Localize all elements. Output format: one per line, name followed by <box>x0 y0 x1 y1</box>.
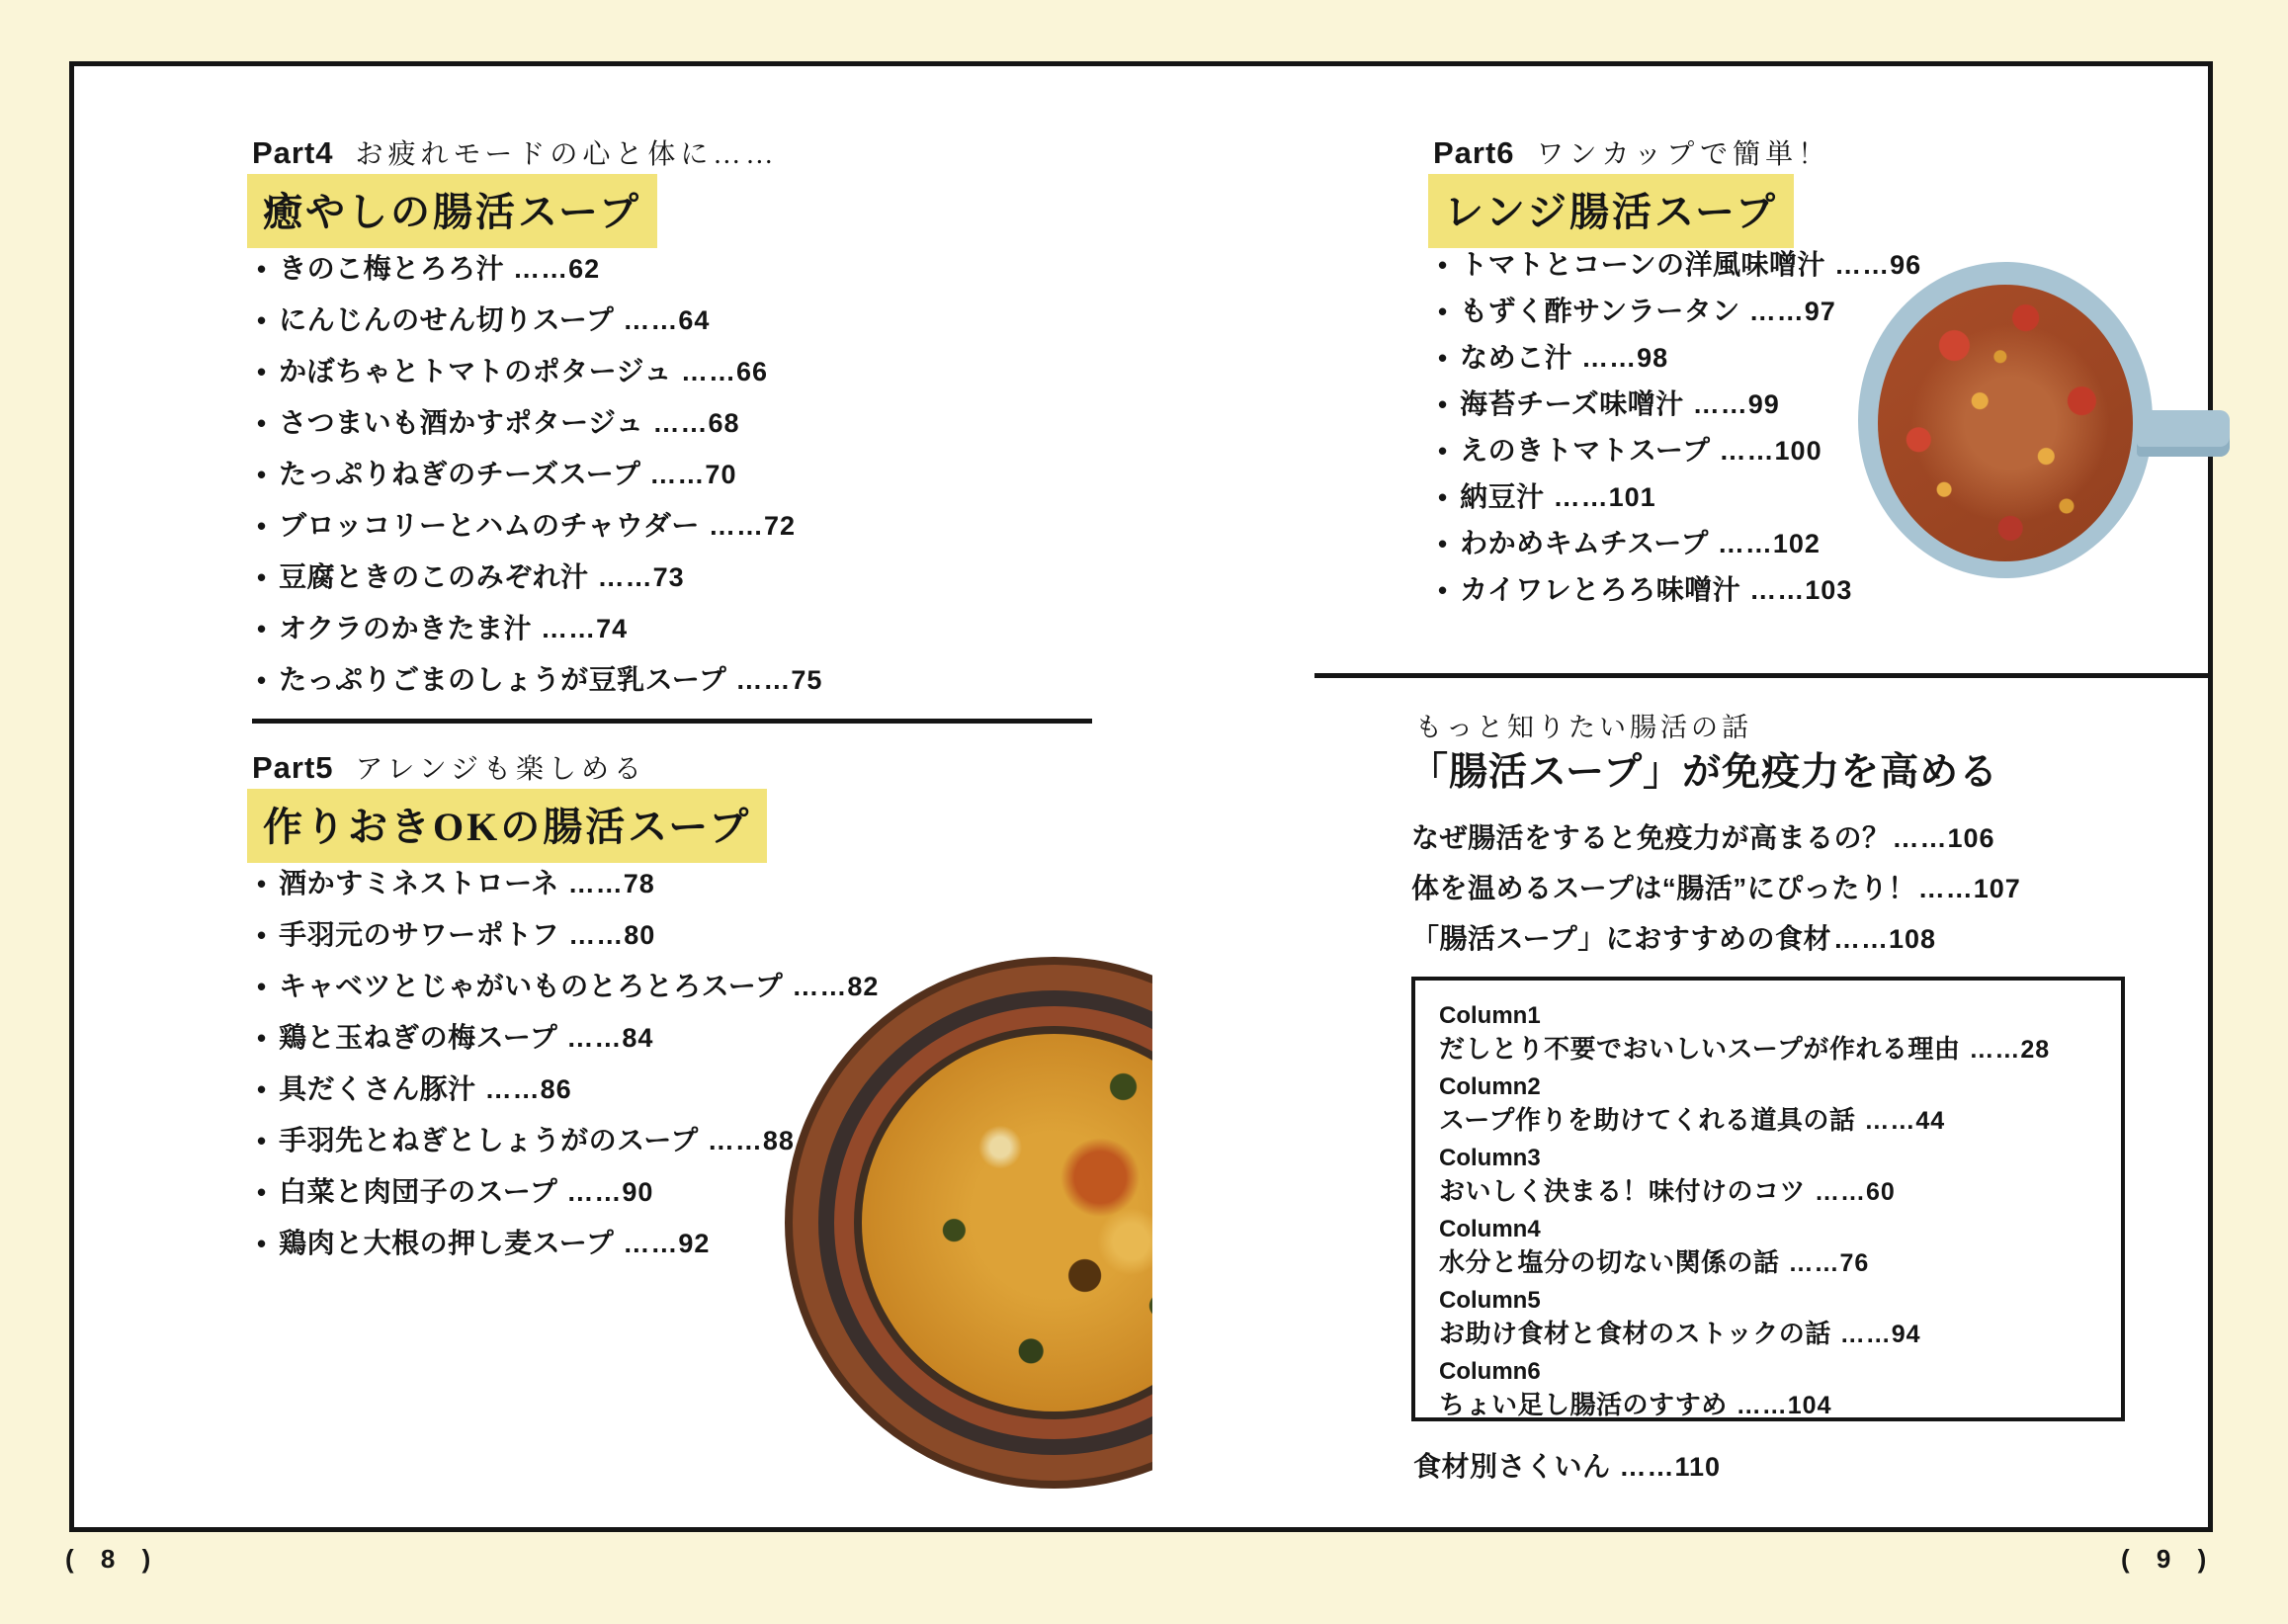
toc-item-label: たっぷりねぎのチーズスープ <box>279 459 641 489</box>
toc-item <box>257 449 822 500</box>
mug-contents <box>1878 285 2133 561</box>
toc-item-label: えのきトマトスープ <box>1460 435 1711 466</box>
column-entry-label: おいしく決まる！味付けのコツ <box>1439 1176 1807 1206</box>
toc-item <box>257 961 879 1012</box>
toc-item-label: 白菜と肉団子のスープ <box>279 1176 558 1207</box>
index-label: 食材別さくいん <box>1413 1451 1611 1482</box>
bullet-icon: • <box>1438 529 1448 558</box>
toc-item-label: カイワレとろろ味噌汁 <box>1460 574 1741 605</box>
part6-label: Part6 <box>1433 135 1515 170</box>
mug-rim <box>1858 262 2153 578</box>
toc-item-page: ……74 <box>541 614 629 643</box>
toc-item-label: 納豆汁 <box>1460 481 1545 512</box>
column-entry-page: ……76 <box>1788 1249 1870 1277</box>
column-entry <box>1439 1103 2111 1138</box>
bullet-icon: • <box>1438 297 1448 326</box>
toc-item <box>1438 427 1921 473</box>
bullet-icon: • <box>257 1229 267 1258</box>
toc-item-page: ……90 <box>566 1177 654 1207</box>
part6-subtitle: ワンカップで簡単！ <box>1536 139 1831 170</box>
column-entry <box>1439 1388 2111 1422</box>
part4-toc-list <box>257 243 822 706</box>
bullet-icon: • <box>257 357 267 386</box>
toc-item <box>1438 241 1921 288</box>
bullet-icon: • <box>257 869 267 898</box>
part5-title-text: 作りおきOKの腸活スープ <box>247 789 767 863</box>
toc-item-label: 豆腐ときのこのみぞれ汁 <box>279 561 589 592</box>
toc-item <box>1411 863 2021 913</box>
bullet-icon: • <box>257 562 267 592</box>
toc-item-page: ……99 <box>1692 389 1780 419</box>
column-entry-label: 水分と塩分の切ない関係の話 <box>1439 1247 1780 1277</box>
column-entry <box>1439 1174 2111 1209</box>
page-number-right: ( 9 ) <box>2121 1544 2209 1574</box>
toc-item-label: ブロッコリーとハムのチャウダー <box>279 510 700 541</box>
column-entry <box>1439 1032 2111 1067</box>
page-number-left: ( 8 ) <box>65 1544 153 1574</box>
toc-item-page: ……108 <box>1832 924 1937 954</box>
part4-label: Part4 <box>252 135 334 170</box>
right-section-divider <box>1314 673 2213 678</box>
part4-title <box>247 174 657 248</box>
index-page: ……110 <box>1619 1452 1722 1482</box>
toc-item-page: ……88 <box>707 1126 795 1155</box>
toc-item <box>1411 913 2021 964</box>
column-entry-page: ……104 <box>1736 1392 1832 1419</box>
part4-heading <box>252 132 778 172</box>
toc-item-label: なめこ汁 <box>1460 342 1573 373</box>
toc-item-page: ……102 <box>1717 529 1821 558</box>
toc-item-page: ……73 <box>597 562 685 592</box>
part5-heading <box>252 747 646 787</box>
bullet-icon: • <box>257 1023 267 1053</box>
column-name: Column2 <box>1439 1073 1541 1100</box>
toc-item <box>257 603 822 654</box>
toc-item-page: ……101 <box>1553 482 1656 512</box>
toc-item-label: さつまいも酒かすポタージュ <box>279 407 644 438</box>
column-index-box <box>1411 977 2125 1421</box>
bullet-icon: • <box>257 254 267 284</box>
toc-item-label: にんじんのせん切りスープ <box>279 304 615 335</box>
toc-item-page: ……84 <box>566 1023 654 1053</box>
column-entry-label: ちょい足し腸活のすすめ <box>1439 1390 1728 1419</box>
toc-item-label: 酒かすミネストローネ <box>279 868 559 898</box>
toc-item-label: わかめキムチスープ <box>1460 528 1709 558</box>
toc-item <box>1438 566 1921 613</box>
part6-title <box>1428 174 1794 248</box>
part5-toc-list <box>257 858 879 1269</box>
toc-item-label: たっぷりごまのしょうが豆乳スープ <box>279 664 727 695</box>
column-entry-label: スープ作りを助けてくれる道具の話 <box>1439 1105 1856 1135</box>
toc-item <box>257 1012 879 1064</box>
toc-item-page: ……68 <box>652 408 740 438</box>
column-entry-page: ……44 <box>1864 1107 1946 1135</box>
toc-item <box>257 654 822 706</box>
column-entry <box>1439 1245 2111 1280</box>
bullet-icon: • <box>257 920 267 950</box>
toc-item <box>257 1064 879 1115</box>
toc-item-label: キャベツとじゃがいものとろとろスープ <box>279 971 784 1001</box>
toc-item-label: なぜ腸活をすると免疫力が高まるの？ <box>1411 822 1891 853</box>
toc-item-page: ……103 <box>1749 575 1853 605</box>
part4-subtitle: お疲れモードの心と体に…… <box>355 139 779 170</box>
bullet-icon: • <box>257 305 267 335</box>
bullet-icon: • <box>257 408 267 438</box>
toc-item-page: ……66 <box>681 357 769 386</box>
bullet-icon: • <box>257 614 267 643</box>
toc-item-label: かぼちゃとトマトのポタージュ <box>279 356 672 386</box>
bullet-icon: • <box>257 460 267 489</box>
toc-item-label: トマトとコーンの洋風味噌汁 <box>1460 249 1826 280</box>
toc-item <box>257 500 822 552</box>
toc-item-label: オクラのかきたま汁 <box>279 613 533 643</box>
column-entry-label: お助け食材と食材のストックの話 <box>1439 1319 1831 1348</box>
mug-handle <box>2137 410 2230 457</box>
toc-item <box>257 1218 879 1269</box>
column-entry-page: ……28 <box>1969 1036 2051 1064</box>
column-entry-page: ……94 <box>1839 1321 1921 1348</box>
toc-item-page: ……80 <box>568 920 656 950</box>
part6-heading <box>1433 132 1830 172</box>
feature-toc-list <box>1411 812 2021 964</box>
toc-item-page: ……96 <box>1834 250 1922 280</box>
bullet-icon: • <box>1438 575 1448 605</box>
toc-item-label: 手羽先とねぎとしょうがのスープ <box>279 1125 699 1155</box>
toc-item <box>257 397 822 449</box>
toc-item-page: ……86 <box>484 1074 572 1104</box>
toc-item <box>257 1115 879 1166</box>
bullet-icon: • <box>1438 250 1448 280</box>
toc-item <box>257 243 822 295</box>
bullet-icon: • <box>257 511 267 541</box>
toc-item-page: ……100 <box>1719 436 1822 466</box>
column-name: Column1 <box>1439 1002 1541 1029</box>
bullet-icon: • <box>257 972 267 1001</box>
toc-item <box>257 346 822 397</box>
index-entry <box>1413 1445 1721 1485</box>
toc-item-label: 「腸活スープ」におすすめの食材 <box>1411 923 1831 954</box>
toc-item-page: ……78 <box>567 869 655 898</box>
part4-title-text: 癒やしの腸活スープ <box>247 174 657 248</box>
toc-item-label: きのこ梅とろろ汁 <box>279 253 505 284</box>
toc-item <box>1438 381 1921 427</box>
part6-toc-list <box>1438 241 1921 613</box>
toc-item-page: ……92 <box>623 1229 711 1258</box>
part5-subtitle: アレンジも楽しめる <box>355 754 647 785</box>
toc-item-label: 手羽元のサワーポトフ <box>279 919 560 950</box>
toc-item <box>1438 473 1921 520</box>
toc-item <box>1438 288 1921 334</box>
toc-item-page: ……97 <box>1748 297 1836 326</box>
toc-item <box>1411 812 2021 863</box>
toc-item-page: ……72 <box>708 511 796 541</box>
feature-title: 「腸活スープ」が免疫力を高める <box>1409 751 1999 794</box>
toc-item-label: 鶏肉と大根の押し麦スープ <box>279 1228 615 1258</box>
toc-item <box>257 1166 879 1218</box>
toc-item-page: ……64 <box>623 305 711 335</box>
toc-item-label: 体を温めるスープは“腸活”にぴったり！ <box>1411 873 1916 903</box>
toc-item-page: ……107 <box>1917 874 2021 903</box>
mug-photo <box>1858 259 2236 600</box>
bullet-icon: • <box>1438 389 1448 419</box>
toc-item <box>257 858 879 909</box>
toc-item <box>257 552 822 603</box>
left-section-divider <box>252 719 1092 724</box>
column-name: Column6 <box>1439 1358 1541 1385</box>
column-name: Column5 <box>1439 1287 1541 1314</box>
feature-kicker: もっと知りたい腸活の話 <box>1415 713 1752 742</box>
toc-item <box>1438 520 1921 566</box>
bullet-icon: • <box>257 1074 267 1104</box>
bullet-icon: • <box>1438 343 1448 373</box>
bullet-icon: • <box>257 1126 267 1155</box>
bullet-icon: • <box>1438 482 1448 512</box>
column-name: Column4 <box>1439 1216 1541 1242</box>
part5-label: Part5 <box>252 750 334 785</box>
toc-item-page: ……106 <box>1892 823 1995 853</box>
toc-item <box>257 295 822 346</box>
toc-item-page: ……70 <box>649 460 737 489</box>
column-entry-page: ……60 <box>1815 1178 1896 1206</box>
bullet-icon: • <box>257 1177 267 1207</box>
toc-item <box>1438 334 1921 381</box>
toc-item-label: 具だくさん豚汁 <box>279 1073 476 1104</box>
toc-item-label: 海苔チーズ味噌汁 <box>1460 388 1684 419</box>
bullet-icon: • <box>1438 436 1448 466</box>
toc-item-page: ……82 <box>792 972 880 1001</box>
toc-item-label: 鶏と玉ねぎの梅スープ <box>279 1022 558 1053</box>
toc-item <box>257 909 879 961</box>
column-entry <box>1439 1317 2111 1351</box>
toc-item-page: ……75 <box>735 665 823 695</box>
toc-item-label: もずく酢サンラータン <box>1460 296 1740 326</box>
toc-item-page: ……62 <box>513 254 601 284</box>
toc-item-page: ……98 <box>1581 343 1669 373</box>
column-entry-label: だしとり不要でおいしいスープが作れる理由 <box>1439 1034 1961 1064</box>
part6-title-text: レンジ腸活スープ <box>1428 174 1794 248</box>
column-name: Column3 <box>1439 1145 1541 1171</box>
bullet-icon: • <box>257 665 267 695</box>
part5-title <box>247 789 767 863</box>
